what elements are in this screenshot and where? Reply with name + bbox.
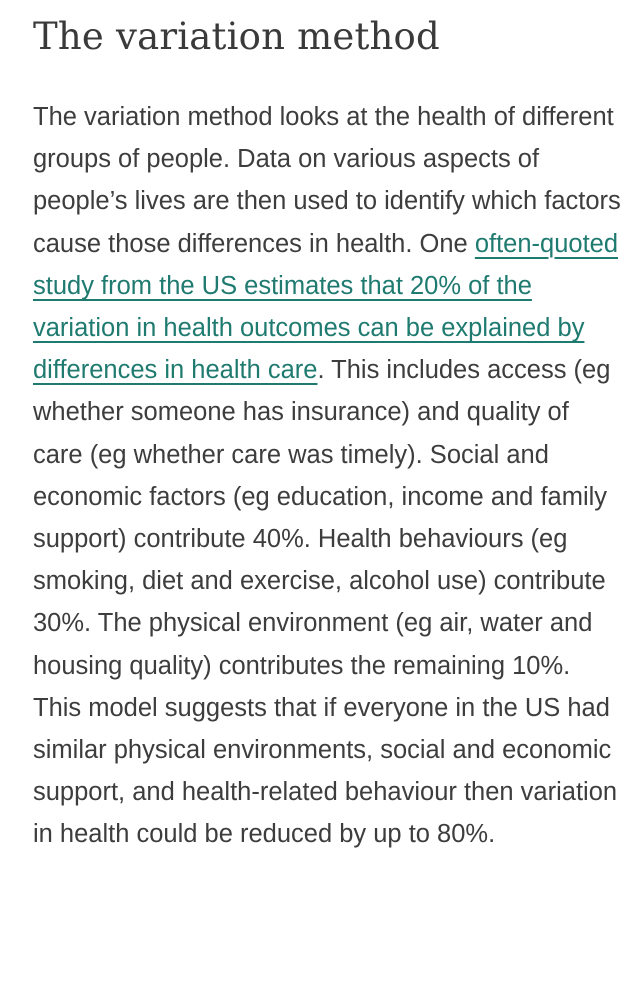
study-link[interactable]: often-quoted study from the US estimates that 20% of the variation in health outcomes can be explained by differences in health care [33, 229, 619, 385]
paragraph-text-after-link: . This includes access (eg whether someone has insurance) and quality of care (eg whether care was timely). Social and economic factors (eg education, income and family support) contribute 40%. Health behaviours (eg smoking, diet and exercise, alcohol use) contribute 30%. The physical environment (eg air, water and housing quality) contributes the remaining 10%. This model suggests that if everyone in the US had similar physical environments, social and economic support, and health-related behaviour then variation in health could be reduced by up to 80%. [33, 356, 618, 849]
section-heading: The variation method [33, 15, 440, 58]
body-paragraph [33, 96, 623, 856]
article-section [33, 0, 623, 849]
paragraph-text-before-link: The variation method looks at the health of different groups of people. Data on various aspects of people’s lives are then used to identify which factors cause those differences in health. One [33, 103, 621, 258]
